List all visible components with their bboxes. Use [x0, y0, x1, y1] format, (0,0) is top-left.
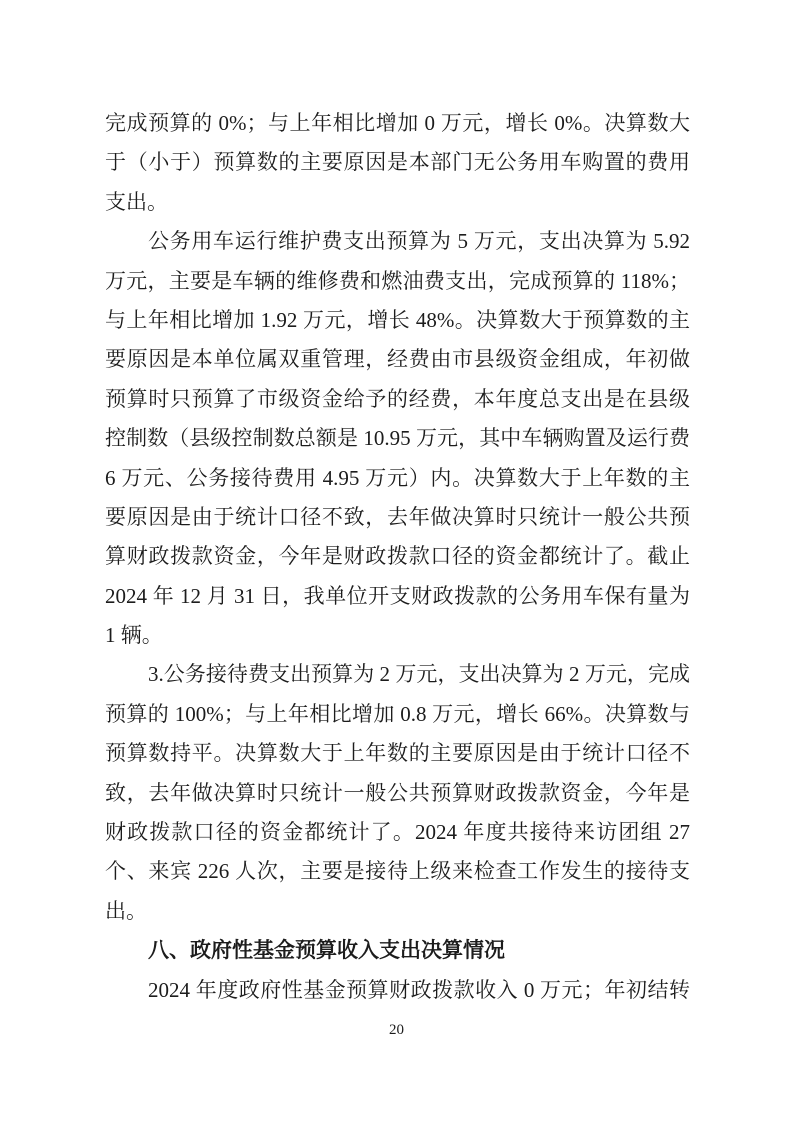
text-line: 要原因是本单位属双重管理，经费由市县级资金组成，年初做 — [105, 347, 690, 372]
text-line: 要原因是由于统计口径不致，去年做决算时只统计一般公共预 — [105, 504, 690, 529]
text-line: 算财政拨款资金，今年是财政拨款口径的资金都统计了。截止 — [105, 544, 690, 569]
text-line: 致，去年做决算时只统计一般公共预算财政拨款资金，今年是 — [105, 780, 690, 805]
page-number: 20 — [389, 1022, 404, 1038]
text-line: 3.公务接待费支出预算为 2 万元，支出决算为 2 万元，完成 — [148, 662, 690, 687]
text-line: 与上年相比增加 1.92 万元，增长 48%。决算数大于预算数的主 — [105, 307, 690, 332]
text-line: 出。 — [105, 898, 147, 923]
text-line: 2024 年 12 月 31 日，我单位开支财政拨款的公务用车保有量为 — [105, 583, 690, 608]
text-lines — [105, 104, 690, 1010]
text-line: 公务用车运行维护费支出预算为 5 万元，支出决算为 5.92 — [148, 229, 690, 254]
text-line: 于（小于）预算数的主要原因是本部门无公务用车购置的费用 — [105, 150, 690, 175]
text-line: 个、来宾 226 人次，主要是接待上级来检查工作发生的接待支 — [105, 859, 690, 884]
text-line: 预算数持平。决算数大于上年数的主要原因是由于统计口径不 — [105, 741, 690, 766]
text-line: 预算时只预算了市级资金给予的经费，本年度总支出是在县级 — [105, 386, 690, 411]
text-line: 预算的 100%；与上年相比增加 0.8 万元，增长 66%。决算数与 — [105, 701, 690, 726]
text-line: 万元，主要是车辆的维修费和燃油费支出，完成预算的 118%； — [105, 268, 690, 293]
text-line: 控制数（县级控制数总额是 10.95 万元，其中车辆购置及运行费 — [105, 426, 690, 451]
text-line: 1 辆。 — [105, 623, 163, 648]
text-line: 财政拨款口径的资金都统计了。2024 年度共接待来访团组 27 — [105, 820, 690, 845]
section-heading: 八、政府性基金预算收入支出决算情况 — [148, 938, 505, 963]
text-line: 6 万元、公务接待费用 4.95 万元）内。决算数大于上年数的主 — [105, 465, 690, 490]
text-line: 2024 年度政府性基金预算财政拨款收入 0 万元；年初结转 — [148, 977, 690, 1002]
text-line: 支出。 — [105, 189, 168, 214]
page-content — [105, 104, 690, 1010]
text-line: 完成预算的 0%；与上年相比增加 0 万元，增长 0%。决算数大 — [105, 111, 690, 135]
